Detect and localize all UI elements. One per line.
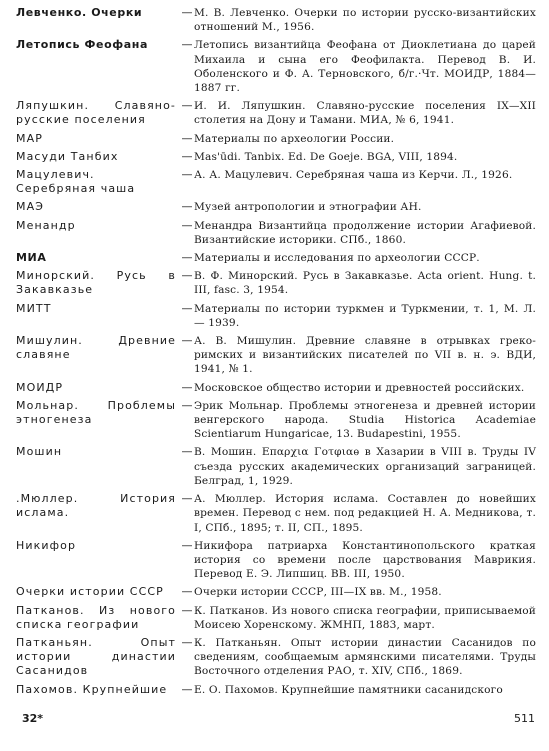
entry-full-reference: Московское общество истории и древностей российских.	[194, 381, 525, 394]
entry-dash: —	[181, 99, 193, 113]
entry-abbreviation: Мольнар. Проблемы этногенеза	[16, 398, 176, 427]
abbreviation-entry	[16, 132, 536, 146]
entry-full-reference: Эрик Мольнар. Проблемы этногенеза и древней истории венгерского народа. Studia Historica Academiae Scientiarum Hungaricae, 13. Budapestini, 1955.	[194, 399, 536, 441]
entry-abbreviation: Летопись Феофана	[16, 38, 149, 52]
entry-dash: —	[181, 492, 193, 506]
entry-abbreviation: Мишулин. Древние славяне	[16, 334, 176, 362]
entry-dash: —	[181, 200, 193, 214]
entry-dash: —	[181, 218, 193, 232]
abbreviation-entry	[16, 604, 536, 632]
entry-full-reference: В. Ф. Минорский. Русь в Закавказье. Acta orient. Hung. t. III, fasc. 3, 1954.	[194, 270, 536, 297]
entry-abbreviation: Масуди Танбих	[16, 149, 119, 163]
entry-full-reference: Менандра Византийца продолжение истории Агафиевой. Византийские историки. СПб., 1860.	[194, 219, 536, 246]
entry-full-reference: Музей антропологии и этнографии АН.	[194, 201, 422, 214]
entry-dash: —	[181, 301, 193, 315]
abbreviation-entry	[16, 150, 536, 164]
entry-full-reference: А. А. Мацулевич. Серебряная чаша из Керчи. Л., 1926.	[194, 169, 513, 182]
entry-abbreviation: Патканов. Из нового списка географии	[16, 603, 176, 631]
entry-dash: —	[181, 38, 193, 52]
printer-signature-mark: 32*	[22, 712, 44, 725]
abbreviation-entry	[16, 302, 536, 330]
abbreviation-entry	[16, 99, 536, 127]
entry-dash: —	[181, 149, 193, 163]
entry-dash: —	[181, 635, 193, 649]
entry-abbreviation: Очерки истории СССР	[16, 585, 164, 599]
entry-dash: —	[181, 538, 193, 552]
entry-full-reference: А. Мюллер. История ислама. Составлен до новейших времен. Перевод с нем. под редакцией Н. А. Медникова, т. I, СПб., 1895; т. II, СП., 1895.	[194, 493, 536, 534]
entry-dash: —	[181, 131, 193, 145]
entry-full-reference: Е. О. Пахомов. Крупнейшие памятники сасанидского	[194, 683, 503, 696]
entry-full-reference: Mas'ūdi. Tanbix. Ed. De Goeje. BGA, VIII, 1894.	[194, 150, 458, 163]
entry-dash: —	[181, 168, 193, 182]
abbreviation-entry	[16, 168, 536, 196]
entry-abbreviation: Левченко. Очерки	[16, 6, 143, 19]
entry-full-reference: М. В. Левченко. Очерки по истории русско-византийских отношений М., 1956.	[194, 7, 536, 34]
entry-full-reference: Материалы по археологии России.	[194, 132, 395, 145]
abbreviation-entry	[16, 38, 536, 95]
abbreviation-list	[16, 6, 536, 701]
abbreviation-entry	[16, 6, 536, 34]
entry-full-reference: И. И. Ляпушкин. Славяно-русские поселения IX—XII столетия на Дону и Тамани. МИА, № 6, 1941.	[194, 100, 536, 127]
abbreviation-entry	[16, 251, 536, 265]
entry-abbreviation: МИТТ	[16, 301, 52, 315]
entry-dash: —	[181, 251, 193, 265]
entry-abbreviation: Мошин	[16, 445, 63, 459]
abbreviation-entry	[16, 585, 536, 599]
entry-full-reference: Материалы и исследования по археологии СССР.	[194, 252, 480, 265]
entry-abbreviation: Мацулевич. Серебряная чаша	[16, 168, 136, 196]
abbreviation-entry	[16, 381, 536, 395]
entry-dash: —	[181, 585, 193, 599]
entry-abbreviation: МИА	[16, 251, 47, 265]
entry-full-reference: Никифора патриарха Константинопольского краткая история со времени после царствования Маврикия. Перевод Е. Э. Липшиц. ВВ. III, 1950.	[194, 539, 536, 581]
entry-dash: —	[181, 603, 193, 617]
entry-full-reference: К. Патканов. Из нового списка географии, приписываемой Моисею Хоренскому. ЖМНП, 1883, март.	[194, 604, 536, 631]
abbreviation-entry	[16, 683, 536, 697]
entry-dash: —	[181, 6, 193, 19]
entry-abbreviation: Никифор	[16, 538, 77, 552]
page-number: 511	[514, 712, 535, 725]
entry-abbreviation: МАР	[16, 131, 43, 145]
entry-full-reference: К. Патканьян. Опыт истории династии Сасанидов по сведениям, сообщаемым армянскими писателями. Труды Восточного отделения РАО, т. XIV, СПб., 1869.	[194, 636, 536, 678]
entry-abbreviation: Пахомов. Крупнейшие	[16, 682, 168, 696]
abbreviation-entry	[16, 334, 536, 377]
entry-dash: —	[181, 269, 193, 283]
entry-abbreviation: Ляпушкин. Славяно-русские поселения	[16, 99, 176, 127]
entry-full-reference: Летопись византийца Феофана от Диоклетиана до царей Михаила и сына его Феофилакта. Перевод В. И. Оболенского и Ф. А. Терновского, б/г.·Чт. МОИДР, 1884—1887 гг.	[194, 39, 536, 95]
abbreviation-entry	[16, 539, 536, 582]
entry-abbreviation: Патканьян. Опыт истории династии Сасанидов	[16, 635, 176, 678]
abbreviation-entry	[16, 636, 536, 679]
entry-full-reference: Материалы по истории туркмен и Туркмении, т. 1, М. Л. — 1939.	[194, 302, 536, 329]
entry-dash: —	[181, 682, 193, 696]
entry-dash: —	[181, 334, 193, 348]
entry-abbreviation: .Мюллер. История ислама.	[16, 492, 176, 520]
entry-abbreviation: Минорский. Русь в Закавказье	[16, 269, 176, 297]
entry-dash: —	[181, 398, 193, 412]
entry-dash: —	[181, 380, 193, 394]
entry-dash: —	[181, 445, 193, 459]
abbreviation-entry	[16, 399, 536, 442]
abbreviation-entry	[16, 200, 536, 214]
entry-full-reference: В. Мошин. Επαρχια Γοτφιαѳ в Хазарии в VIII в. Труды IV съезда русских академических организаций заграницей. Белград, 1, 1929.	[194, 446, 536, 487]
entry-abbreviation: МАЭ	[16, 200, 44, 214]
entry-abbreviation: Менандр	[16, 218, 76, 232]
abbreviation-entry	[16, 269, 536, 297]
abbreviation-entry	[16, 219, 536, 247]
abbreviation-entry	[16, 492, 536, 535]
entry-full-reference: А. В. Мишулин. Древние славяне в отрывках греко-римских и византийских писателей по VII в. н. э. ВДИ, 1941, № 1.	[194, 335, 536, 376]
entry-abbreviation: МОИДР	[16, 380, 64, 394]
entry-full-reference: Очерки истории СССР, III—IX вв. М., 1958.	[194, 586, 442, 599]
abbreviation-entry	[16, 445, 536, 488]
